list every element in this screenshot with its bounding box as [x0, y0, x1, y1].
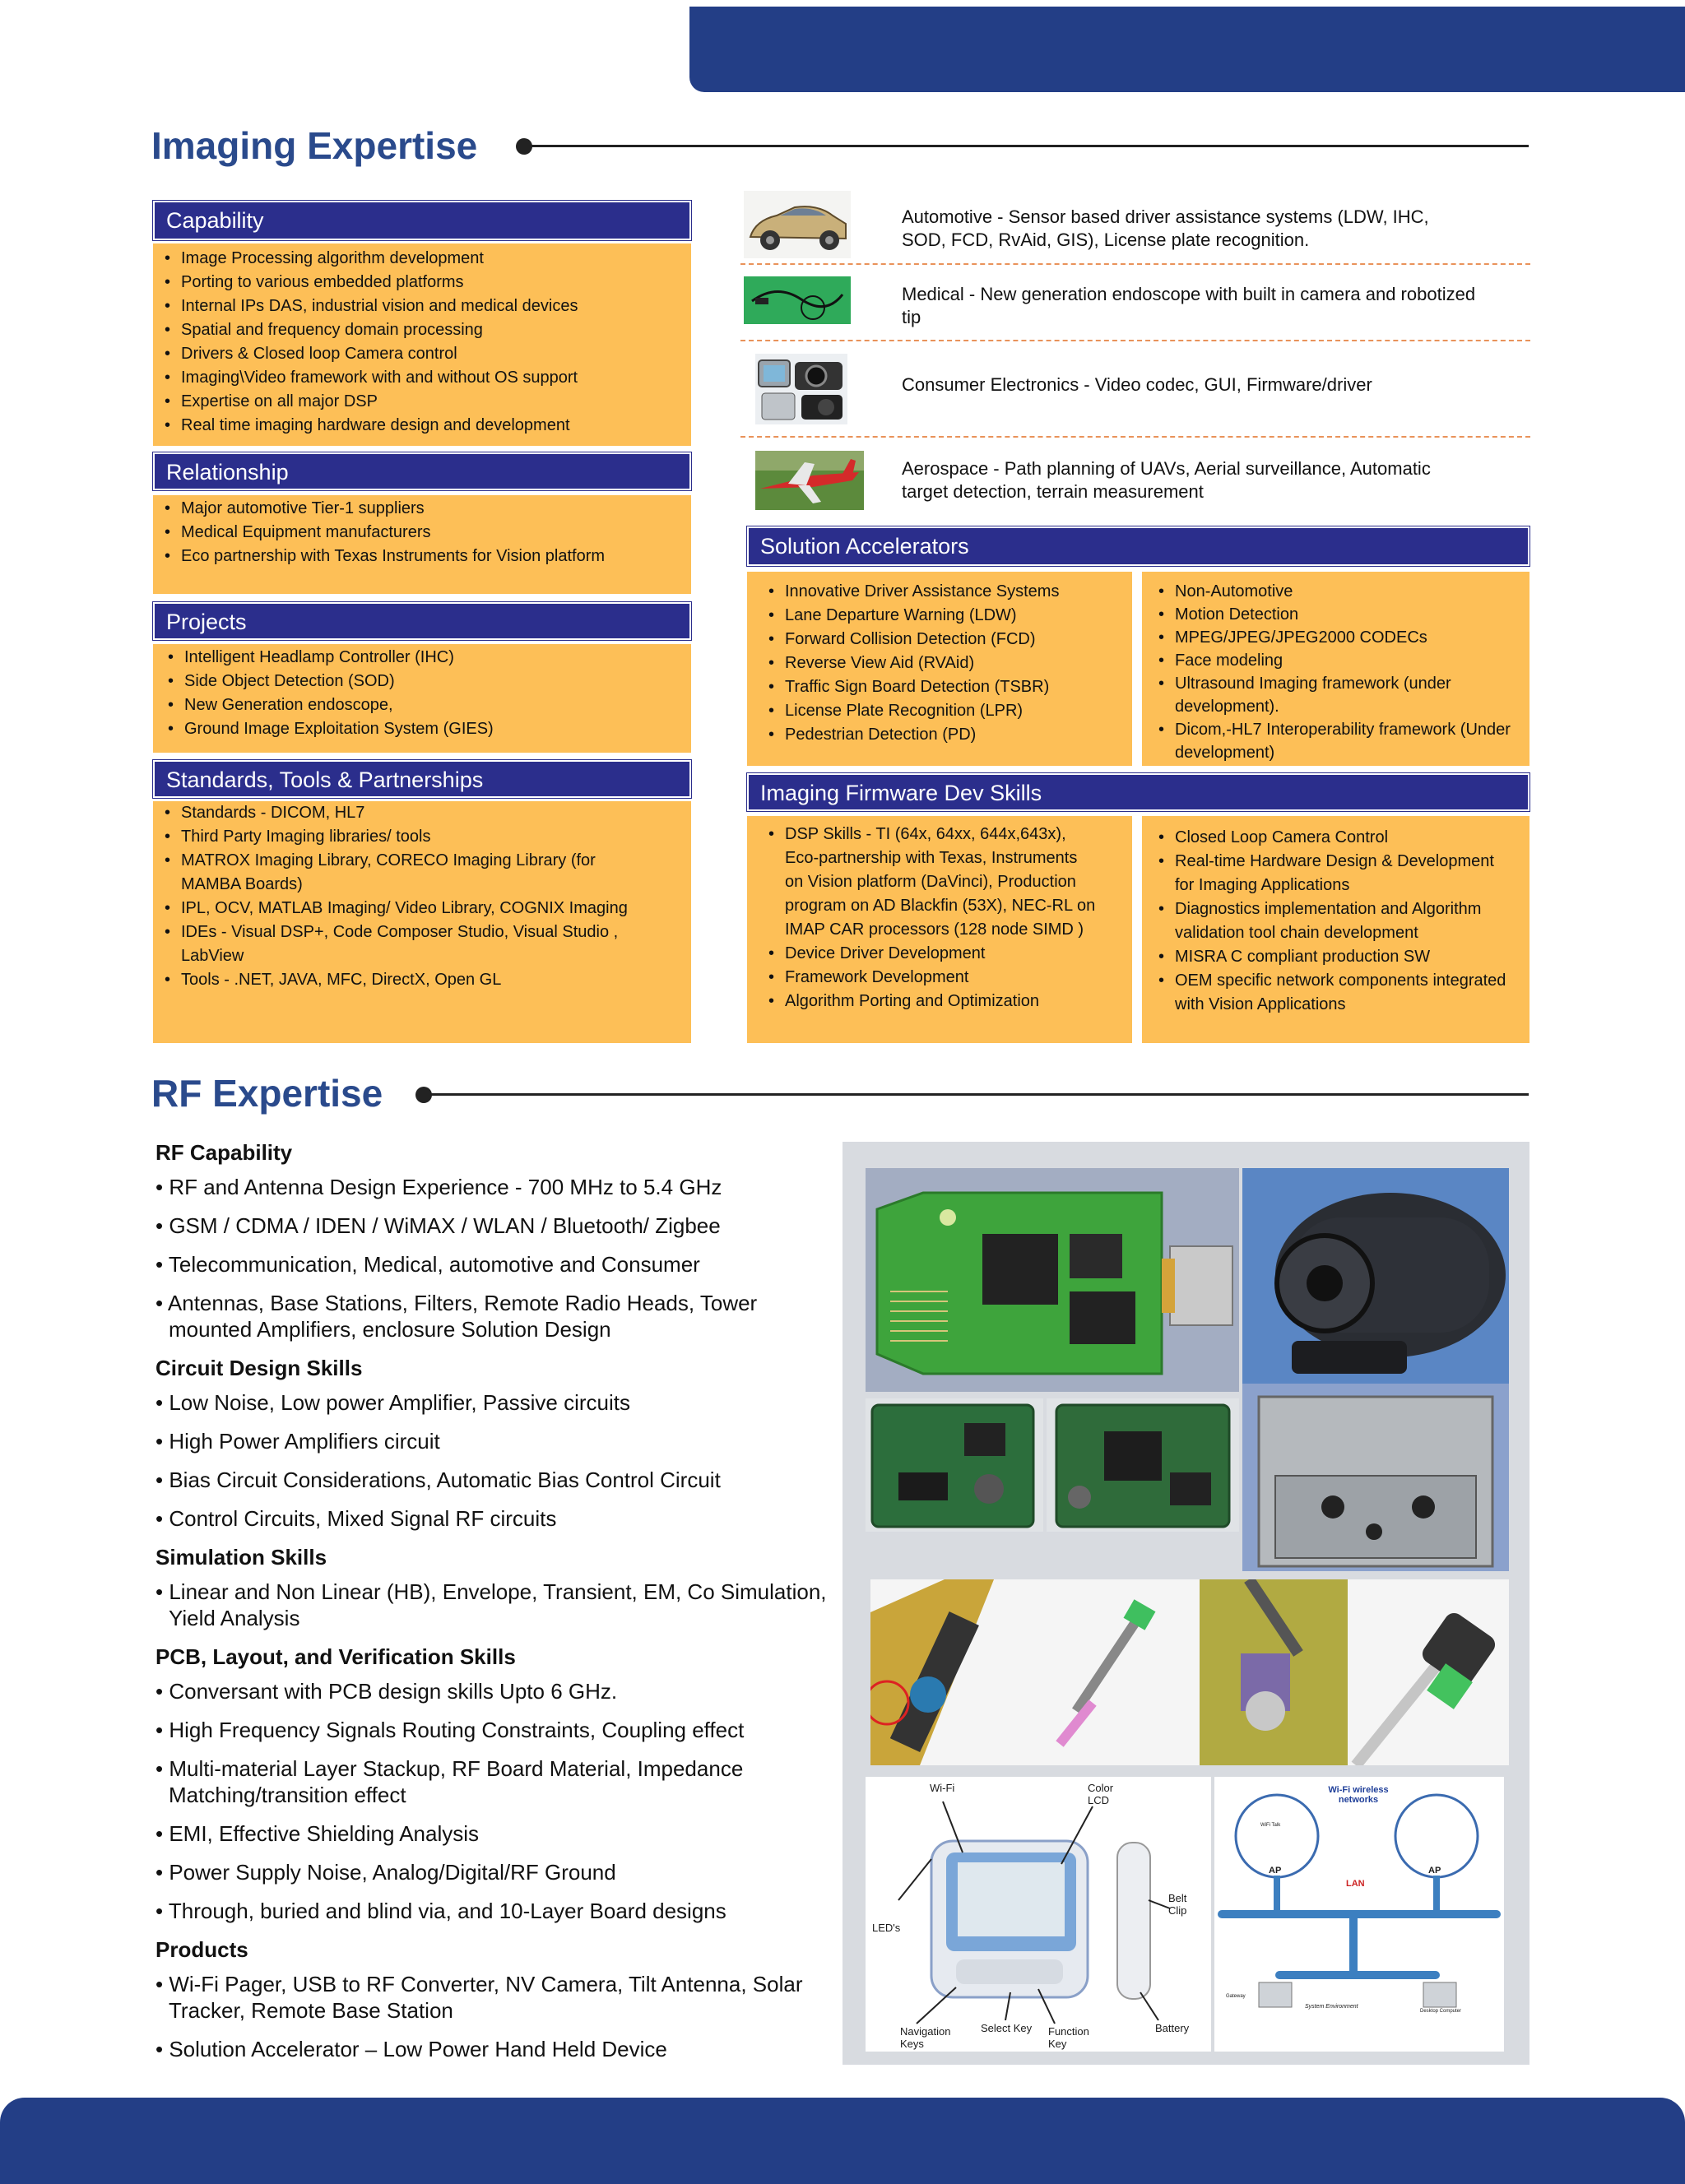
list-item: • Motion Detection — [1147, 603, 1529, 626]
network-label: System Environment — [1305, 2004, 1358, 2010]
application-row-consumer — [740, 349, 1530, 431]
pager-label: LED's — [872, 1922, 901, 1934]
list-item: • Imaging\Video framework with and without OS support — [153, 366, 691, 390]
rf-title: RF Expertise — [151, 1072, 383, 1115]
rf-skill-item: • High Power Amplifiers circuit — [156, 1429, 440, 1454]
list-item: • Lane Departure Warning (LDW) — [757, 604, 1132, 628]
rf-section-heading: Products — [156, 1937, 248, 1962]
pager-label: Battery — [1155, 2022, 1190, 2034]
list-item: • Tools - .NET, JAVA, MFC, DirectX, Open GL — [153, 968, 634, 992]
pager-label: Belt Clip — [1168, 1892, 1187, 1917]
rf-skill-item: • Solution Accelerator – Low Power Hand Held Device — [156, 2037, 667, 2061]
pcb-board-image — [1047, 1398, 1239, 1532]
list-item: • Ultrasound Imaging framework (under development). — [1147, 672, 1529, 718]
application-row-medical — [740, 273, 1530, 339]
rf-skills-list — [156, 1139, 838, 2075]
rf-skill-item: • Antennas, Base Stations, Filters, Remote Radio Heads, Tower mounted Amplifiers, enclosure Solution Design — [156, 1291, 758, 1342]
capability-box — [153, 243, 691, 446]
pager-label: Navigation Keys — [900, 2025, 951, 2050]
list-item: • Real-time Hardware Design & Development for Imaging Applications — [1147, 850, 1513, 897]
pager-label: Select Key — [981, 2022, 1033, 2034]
application-row-automotive — [740, 191, 1530, 262]
product-photo-panel — [842, 1142, 1529, 2065]
network-label: AP — [1269, 1866, 1282, 1876]
dashed-divider — [740, 436, 1530, 438]
list-item: • Dicom,-HL7 Interoperability framework (Under development) — [1147, 718, 1529, 764]
car-icon — [744, 191, 851, 258]
rf-skill-item: • Control Circuits, Mixed Signal RF circuits — [156, 1506, 557, 1531]
rf-skill-item: • Telecommunication, Medical, automotive and Consumer — [156, 1252, 700, 1277]
rf-skill-item: • Wi-Fi Pager, USB to RF Converter, NV Camera, Tilt Antenna, Solar Tracker, Remote Base Station — [156, 1972, 803, 2023]
list-item: • Face modeling — [1147, 649, 1529, 672]
list-item: • Medical Equipment manufacturers — [153, 521, 691, 545]
capability-header: Capability — [153, 201, 691, 240]
rf-section-heading: PCB, Layout, and Verification Skills — [156, 1644, 516, 1669]
bottom-banner — [0, 2098, 1685, 2184]
list-item: • Device Driver Development — [757, 942, 1096, 966]
list-item: • Side Object Detection (SOD) — [156, 670, 691, 693]
network-title: Wi-Fi wireless networks — [1328, 1785, 1389, 1805]
accelerators-left-box — [747, 572, 1132, 766]
list-item: • License Plate Recognition (LPR) — [757, 699, 1132, 723]
rf-section-heading: Circuit Design Skills — [156, 1356, 363, 1380]
list-item: • Diagnostics implementation and Algorithm validation tool chain development — [1147, 897, 1513, 945]
rf-skill-item: • Power Supply Noise, Analog/Digital/RF Ground — [156, 1860, 616, 1885]
list-item: • Eco partnership with Texas Instruments for Vision platform — [153, 545, 691, 568]
rf-skill-item: • Multi-material Layer Stackup, RF Board Material, Impedance Matching/transition effect — [156, 1756, 744, 1807]
standards-box — [153, 801, 691, 1043]
list-item: • Porting to various embedded platforms — [153, 271, 691, 294]
rf-skill-item: • Bias Circuit Considerations, Automatic Bias Control Circuit — [156, 1468, 721, 1492]
rf-section-heading: RF Capability — [156, 1140, 293, 1165]
list-item: • Innovative Driver Assistance Systems — [757, 580, 1132, 604]
list-item: • Closed Loop Camera Control — [1147, 826, 1513, 850]
rf-skill-item: • Low Noise, Low power Amplifier, Passive circuits — [156, 1390, 630, 1415]
list-item: • New Generation endoscope, — [156, 693, 691, 717]
network-label: WiFi Talk — [1260, 1823, 1281, 1828]
list-item: • Image Processing algorithm development — [153, 247, 691, 271]
endoscope-icon — [744, 276, 851, 324]
rf-skill-item: • Conversant with PCB design skills Upto 6 GHz. — [156, 1679, 618, 1704]
accelerators-right-box — [1142, 572, 1529, 766]
firmware-header: Imaging Firmware Dev Skills — [747, 773, 1529, 811]
projects-box — [153, 644, 691, 753]
list-item: • Traffic Sign Board Detection (TSBR) — [757, 675, 1132, 699]
list-item: • Algorithm Porting and Optimization — [757, 990, 1096, 1013]
nv-camera-image — [1242, 1168, 1509, 1392]
rf-skill-item: • Linear and Non Linear (HB), Envelope, Transient, EM, Co Simulation, Yield Analysis — [156, 1579, 827, 1630]
list-item: • MATROX Imaging Library, CORECO Imaging Library (for MAMBA Boards) — [153, 849, 634, 897]
rf-section-heading: Simulation Skills — [156, 1545, 327, 1570]
application-text: Automotive - Sensor based driver assistance systems (LDW, IHC, SOD, FCD, RvAid, GIS), License plate recognition. — [902, 206, 1429, 250]
list-item: • Spatial and frequency domain processing — [153, 318, 691, 342]
network-label: AP — [1428, 1866, 1441, 1876]
list-item: • Expertise on all major DSP — [153, 390, 691, 414]
list-item: • Internal IPs DAS, industrial vision and medical devices — [153, 294, 691, 318]
title-rule — [527, 145, 1529, 147]
pager-label: Color LCD — [1088, 1782, 1114, 1806]
dashed-divider — [740, 340, 1530, 341]
application-text: Medical - New generation endoscope with built in camera and robotized tip — [902, 284, 1476, 327]
standards-header: Standards, Tools & Partnerships — [153, 760, 691, 798]
wifi-network-diagram — [1214, 1777, 1504, 2052]
wifi-pager-diagram — [866, 1777, 1211, 2052]
list-item: • Real time imaging hardware design and development — [153, 414, 691, 438]
list-item: • MISRA C compliant production SW — [1147, 945, 1513, 969]
list-item: • OEM specific network components integrated with Vision Applications — [1147, 969, 1513, 1017]
list-item: • Intelligent Headlamp Controller (IHC) — [156, 646, 691, 670]
accelerators-header: Solution Accelerators — [747, 526, 1529, 566]
list-item: • IPL, OCV, MATLAB Imaging/ Video Library, COGNIX Imaging — [153, 897, 634, 920]
list-item: • DSP Skills - TI (64x, 64xx, 644x,643x), Eco-partnership with Texas, Instruments on Vision platform (DaVinci), Production program on AD Blackfin (53X), NEC-RL on IMAP CAR processors (128 node SIMD ) — [757, 823, 1096, 942]
firmware-left-box — [747, 816, 1132, 1043]
list-item: • Third Party Imaging libraries/ tools — [153, 825, 634, 849]
rf-skill-item: • GSM / CDMA / IDEN / WiMAX / WLAN / Bluetooth/ Zigbee — [156, 1213, 721, 1238]
application-text: Aerospace - Path planning of UAVs, Aerial surveillance, Automatic target detection, terrain measurement — [902, 458, 1431, 502]
list-item: • Drivers & Closed loop Camera control — [153, 342, 691, 366]
relationship-box — [153, 495, 691, 594]
solar-tracker-image — [1200, 1579, 1348, 1765]
imaging-title: Imaging Expertise — [151, 124, 478, 167]
firmware-right-box — [1142, 816, 1529, 1043]
pager-label: Wi-Fi — [930, 1782, 955, 1794]
camera-icon — [755, 354, 847, 424]
network-label: Gateway — [1226, 1994, 1246, 1999]
rf-skill-item: • High Frequency Signals Routing Constraints, Coupling effect — [156, 1718, 745, 1742]
rf-skill-item: • Through, buried and blind via, and 10-Layer Board designs — [156, 1899, 726, 1923]
list-item: • Pedestrian Detection (PD) — [757, 723, 1132, 747]
list-item: • Major automotive Tier-1 suppliers — [153, 497, 691, 521]
list-item: • Non-Automotive — [1147, 580, 1529, 603]
projects-header: Projects — [153, 602, 691, 640]
list-item: • MPEG/JPEG/JPEG2000 CODECs — [1147, 626, 1529, 649]
relationship-header: Relationship — [153, 452, 691, 490]
rf-skill-item: • EMI, Effective Shielding Analysis — [156, 1821, 480, 1846]
base-station-enclosure-image — [1242, 1384, 1509, 1571]
network-label: Desktop Computer — [1420, 2009, 1462, 2014]
list-item: • Ground Image Exploitation System (GIES) — [156, 717, 691, 741]
application-row-aerospace — [740, 447, 1530, 513]
title-rule — [426, 1093, 1529, 1096]
pager-label: Function Key — [1048, 2025, 1089, 2050]
list-item: • Forward Collision Detection (FCD) — [757, 628, 1132, 651]
list-item: • IDEs - Visual DSP+, Code Composer Studio, Visual Studio , LabView — [153, 920, 634, 968]
antenna-connector-image — [1348, 1579, 1509, 1765]
network-label: LAN — [1346, 1879, 1365, 1889]
list-item: • Framework Development — [757, 966, 1096, 990]
application-text: Consumer Electronics - Video codec, GUI, Firmware/driver — [902, 374, 1372, 395]
list-item: • Standards - DICOM, HL7 — [153, 801, 634, 825]
pcb-board-image — [866, 1398, 1043, 1532]
dashed-divider — [740, 263, 1530, 265]
aircraft-icon — [755, 451, 864, 510]
top-banner — [689, 7, 1685, 92]
usb-rf-board-image — [866, 1168, 1239, 1392]
list-item: • Reverse View Aid (RVAid) — [757, 651, 1132, 675]
tilt-antenna-image — [870, 1579, 1216, 1765]
rf-skill-item: • RF and Antenna Design Experience - 700 MHz to 5.4 GHz — [156, 1175, 722, 1199]
